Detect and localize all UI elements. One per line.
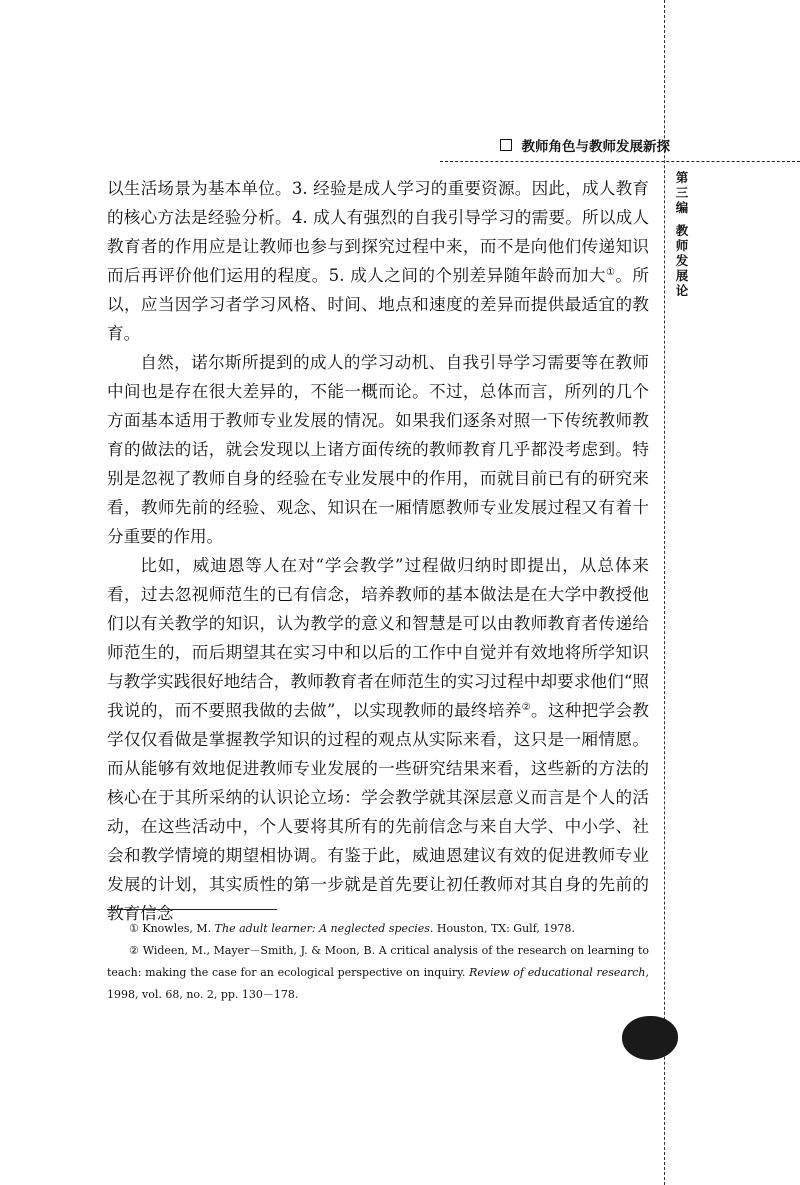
vertical-dashed-rule: [664, 0, 665, 1185]
footnote-1-publisher: Houston, TX: Gulf, 1978.: [436, 922, 575, 935]
side-tab-title: 教师发展论: [675, 223, 689, 298]
footnote-rule: [107, 909, 277, 910]
footnote-2-publication: 1998, vol. 68, no. 2, pp. 130－178.: [107, 988, 299, 1001]
footnote-ref-2: ②: [521, 702, 531, 713]
footnote-2-text: Wideen, M., Mayer－Smith, J. & Moon, B. A critical analysis of the research on learning to teach: making the case for an ecological perspective on inquiry.: [107, 944, 650, 979]
running-header-title: 教师角色与教师发展新探: [521, 139, 670, 155]
footnote-1: [107, 918, 649, 940]
header-dashed-rule: [440, 161, 800, 162]
footnote-1-mark: ①: [129, 922, 139, 935]
footnotes: [107, 918, 649, 1006]
square-outline-icon: [500, 139, 512, 151]
footnote-2-journal: Review of educational research,: [469, 966, 649, 979]
footnote-1-title: The adult learner: A neglected species.: [214, 922, 434, 935]
body-text: [107, 174, 649, 928]
running-header: [430, 134, 670, 156]
paragraph-3-text-b: 。这种把学会教学仅仅看做是掌握教学知识的过程的观点从实际来看，这只是一厢情愿。而从能够有效地促进教师专业发展的一些研究结果来看，这些新的方法的核心在于其所采纳的认识论立场：学会教学就其深层意义而言是个人的活动，在这些活动中，个人要将其所有的先前信念与来自大学、中小学、社会和教学情境的期望相协调。有鉴于此，威迪恩建议有效的促进教师专业发展的计划，其实质性的第一步就是首先要让初任教师对其自身的先前的教育信念: [107, 701, 650, 923]
paragraph-2: 自然，诺尔斯所提到的成人的学习动机、自我引导学习需要等在教师中间也是存在很大差异的，不能一概而论。不过，总体而言，所列的几个方面基本适用于教师专业发展的情况。如果我们逐条对照一下传统教师教育的做法的话，就会发现以上诸方面传统的教师教育几乎都没考虑到。特别是忽视了教师自身的经验在专业发展中的作用，而就目前已有的研究来看，教师先前的经验、观念、知识在一厢情愿教师专业发展过程又有着十分重要的作用。: [107, 353, 649, 546]
footnote-ref-1: ①: [605, 267, 616, 278]
footnote-1-author: Knowles, M.: [142, 922, 212, 935]
paragraph-1: [107, 174, 649, 348]
side-tab-part: 第三编: [675, 170, 689, 215]
footnote-2: [107, 940, 649, 1006]
paragraph-3-text-a: 比如，威迪恩等人在对“学会教学”过程做归纳时即提出，从总体来看，过去忽视师范生的已有信念，培养教师的基本做法是在大学中教授他们以有关教学的知识，认为教学的意义和智慧是可以由教师教育者传递给师范生的，而后期望其在实习中和以后的工作中自觉并有效地将所学知识与教学实践很好地结合，教师教育者在师范生的实习过程中却要求他们“照我说的，而不要照我做的去做”，以实现教师的最终培养: [107, 556, 649, 720]
footnote-2-mark: ②: [129, 944, 140, 957]
paragraph-1-text-a: 以生活场景为基本单位。3. 经验是成人学习的重要资源。因此，成人教育的核心方法是经验分析。4. 成人有强烈的自我引导学习的需要。所以成人教育者的作用应是让教师也参与到探究过程中来，而不是向他们传递知识而后再评价他们运用的程度。5. 成人之间的个别差异随年龄而加大: [107, 179, 649, 285]
paragraph-1-text-b: 。所以，应当因学习者学习风格、时间、地点和速度的差异而提供最适宜的教育。: [107, 266, 650, 343]
side-tab: [672, 170, 692, 298]
page-number-blob: [622, 1016, 678, 1060]
paragraph-3: [107, 551, 649, 928]
